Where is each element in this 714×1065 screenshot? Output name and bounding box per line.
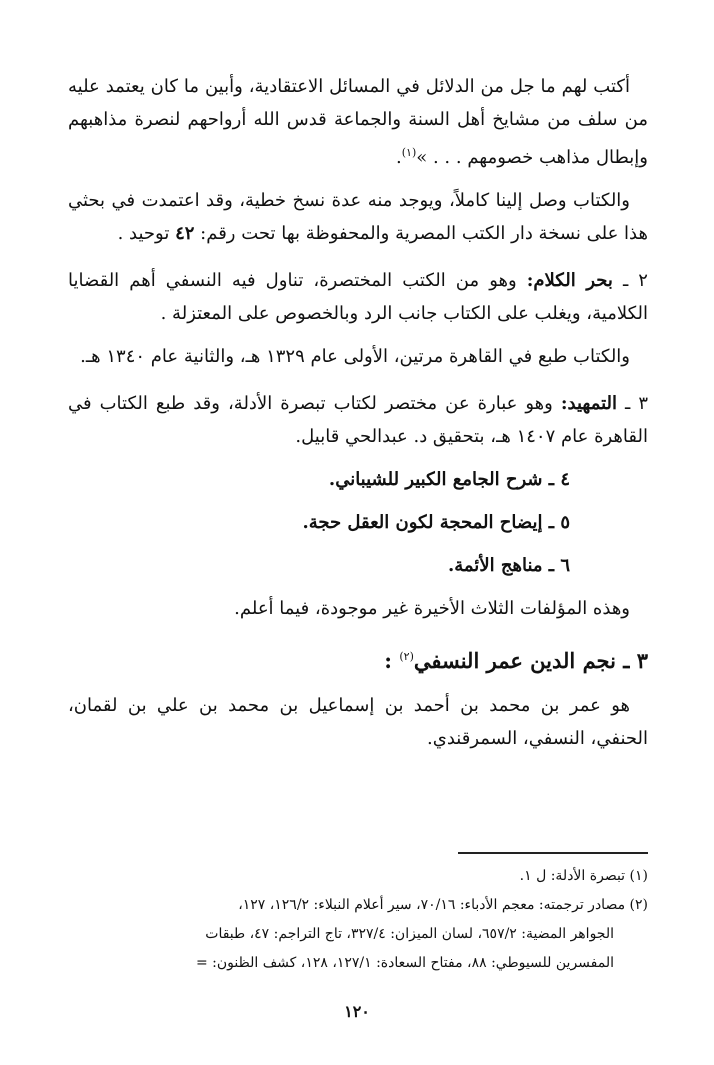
section-heading-text: ٣ ـ نجم الدين عمر النسفي [413, 648, 648, 673]
item-title: التمهيد: [560, 393, 618, 414]
paragraph-biography: هو عمر بن محمد بن أحمد بن إسماعيل بن محمد بن علي بن لقمان، الحنفي، النسفي، السمرقندي. [68, 695, 648, 749]
paragraph-lost-works: وهذه المؤلفات الثلاث الأخيرة غير موجودة، فيما أعلم. [234, 598, 630, 619]
paragraph-printing: والكتاب طبع في القاهرة مرتين، الأولى عام ١٣٢٩ هـ، والثانية عام ١٣٤٠ هـ. [80, 346, 630, 367]
paragraph-quote-text: أكتب لهم ما جل من الدلائل في المسائل الاعتقادية، وأبين ما كان يعتمد عليه من سلف من مشايخ أهل السنة والجماعة قدس الله أرواحهم لنصرة مذاهبهم وإبطال مذاهب خصومهم . . . » [68, 76, 648, 168]
list-item-tamhid [68, 387, 648, 453]
page-body [68, 70, 648, 755]
footnotes [68, 862, 648, 978]
paragraph-quote-end: . [396, 147, 402, 168]
footnote-2-line-2: الجواهر المضية: ٦٥٧/٢، لسان الميزان: ٣٢٧/٤، تاج التراجم: ٤٧، طبقات [205, 926, 614, 942]
footnote-2-line-1: (٢) مصادر ترجمته: معجم الأدباء: ٧٠/١٦، سير أعلام النبلاء: ١٢٦/٢، ١٢٧، [238, 897, 648, 913]
paragraph-manuscript-text: والكتاب وصل إلينا كاملاً، ويوجد منه عدة نسخ خطية، وقد اعتمدت في بحثي هذا على نسخة دار الكتب المصرية والمحفوظة بها تحت رقم: [68, 190, 648, 244]
section-heading-end: : [384, 648, 393, 673]
item-number: ٣ ـ [625, 393, 648, 414]
footnote-ref-1[interactable]: (١) [401, 146, 417, 159]
list-item-manahij: ٦ ـ مناهج الأئمة. [447, 555, 570, 576]
section-heading [68, 639, 648, 679]
footnote-2-line-3: المفسرين للسيوطي: ٨٨، مفتاح السعادة: ١٢٧/١، ١٢٨، كشف الظنون: = [195, 955, 614, 971]
footnote-ref-2[interactable]: (٢) [399, 650, 414, 663]
paragraph-quote [68, 70, 648, 174]
list-item-idah-al-mahajja: ٥ ـ إيضاح المحجة لكون العقل حجة. [302, 512, 570, 533]
item-number: ٢ ـ [622, 270, 648, 291]
list-item-bahr-al-kalam [68, 264, 648, 330]
paragraph-manuscript-end: توحيد . [117, 223, 170, 244]
footnote-divider [458, 852, 648, 854]
item-text: وهو عبارة عن مختصر لكتاب تبصرة الأدلة، وقد طبع الكتاب في القاهرة عام ١٤٠٧ هـ، بتحقيق د. عبدالحي قابيل. [68, 393, 648, 447]
page-number: ١٢٠ [344, 1002, 370, 1021]
footnote-1: (١) تبصرة الأدلة: ل ١. [519, 868, 648, 884]
manuscript-number: ٤٢ [175, 223, 195, 244]
list-item-sharh-al-jami: ٤ ـ شرح الجامع الكبير للشيباني. [328, 469, 570, 490]
item-text: وهو من الكتب المختصرة، تناول فيه النسفي أهم القضايا الكلامية، ويغلب على الكتاب جانب الرد وبالخصوص على المعتزلة . [68, 270, 648, 324]
item-title: بحر الكلام: [526, 270, 613, 291]
paragraph-manuscript [68, 184, 648, 250]
